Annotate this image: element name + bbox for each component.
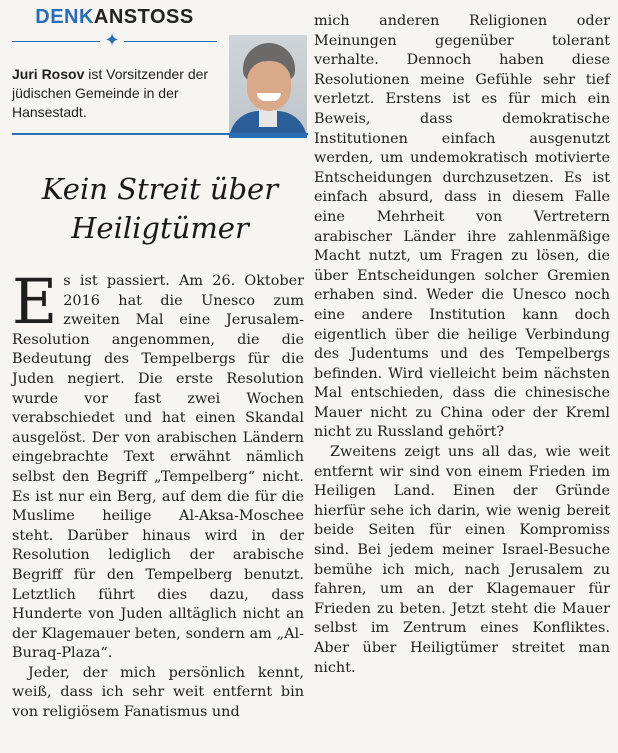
- author-name: Juri Rosov: [12, 66, 85, 82]
- article-paragraph: mich anderen Religionen oder Meinungen gegenüber tolerant verhalte. Dennoch haben diese Resolutionen meine Gefühle sehr tief verletzt. Erstens ist es für mich ein Beweis, dass demokratische Institutionen einfach ausgenutzt werden, um undemokratisch motivierte Entscheidungen durchzusetzen. Es ist einfach absurd, dass in diesem Falle eine Mehrheit von Vertretern arabischer Länder ihre zahlenmäßige Macht nutzt, um Fragen zu lösen, die über Entscheidungen solcher Gremien erhaben sind. Weder die Unesco noch eine andere Institution kann doch eigentlich über die heilige Verbindung des Judentums und des Tempelbergs befinden. Wird vielleicht beim nächsten Mal entschieden, dass die chinesische Mauer nicht zu China oder der Kreml nicht zu Russland gehört?: [314, 13, 610, 441]
- author-byline: [12, 65, 224, 122]
- kicker-part-2: ANSTOSS: [93, 6, 194, 28]
- section-kicker: [12, 6, 217, 28]
- dropcap: E: [12, 265, 58, 338]
- author-description: ist Vorsitzender der jüdischen Gemeinde in der Hansestadt.: [12, 66, 209, 120]
- kicker-part-1: DENK: [35, 6, 94, 28]
- kicker-divider: [12, 30, 217, 51]
- paragraph-text: s ist passiert. Am 26. Oktober 2016 hat die Unesco zum zweiten Mal eine Jerusalem-Resolution angenommen, die die Bedeutung des Tempelbergs für die Juden negiert. Die erste Resolution wurde vor fast zwei Wochen verabschiedet und hat einen Skandal ausgelöst. Der von arabischen Ländern eingebrachte Text erwähnt nämlich selbst den Begriff „Tempelberg“ nicht. Es ist nur ein Berg, auf dem die für die Muslime heilige Al-Aksa-Moschee steht. Darüber hinaus wird in der Resolution lediglich der arabische Begriff für den Tempelberg benutzt. Letztlich führt dies dazu, dass Hunderte von Juden alltäglich nicht an der Klagemauer beten, sondern am „Al-Buraq-Plaza“.: [12, 273, 304, 662]
- article-paragraph: Jeder, der mich persönlich kennt, weiß, dass ich sehr weit entfernt bin von religiösem Fanatismus und: [12, 664, 304, 721]
- star-icon: ✦: [100, 30, 124, 52]
- article-body-right: [314, 12, 610, 678]
- article-paragraph: Zweitens zeigt uns all das, wie weit entfernt wir sind von einem Frieden im Heiligen Land. Einen der Gründe hierfür sehe ich darin, wie wenig bereit beide Seiten für einen Kompromiss sind. Bei jedem meiner Israel-Besuche bemühe ich mich, nach Jerusalem zu fahren, um an der Klagemauer für Frieden zu beten. Jetzt steht die Mauer selbst im Zentrum eines Konfliktes. Aber über Heiligtümer streitet man nicht.: [314, 444, 610, 676]
- photo-face-front: [247, 61, 291, 111]
- photo-shirt: [259, 109, 277, 127]
- author-photo: [229, 35, 307, 138]
- byline-rule: [12, 133, 308, 135]
- article-body-left: [12, 265, 304, 723]
- article-headline: Kein Streit über Heiligtümer: [41, 172, 279, 245]
- article-paragraph: [12, 265, 304, 664]
- left-column: [12, 0, 304, 721]
